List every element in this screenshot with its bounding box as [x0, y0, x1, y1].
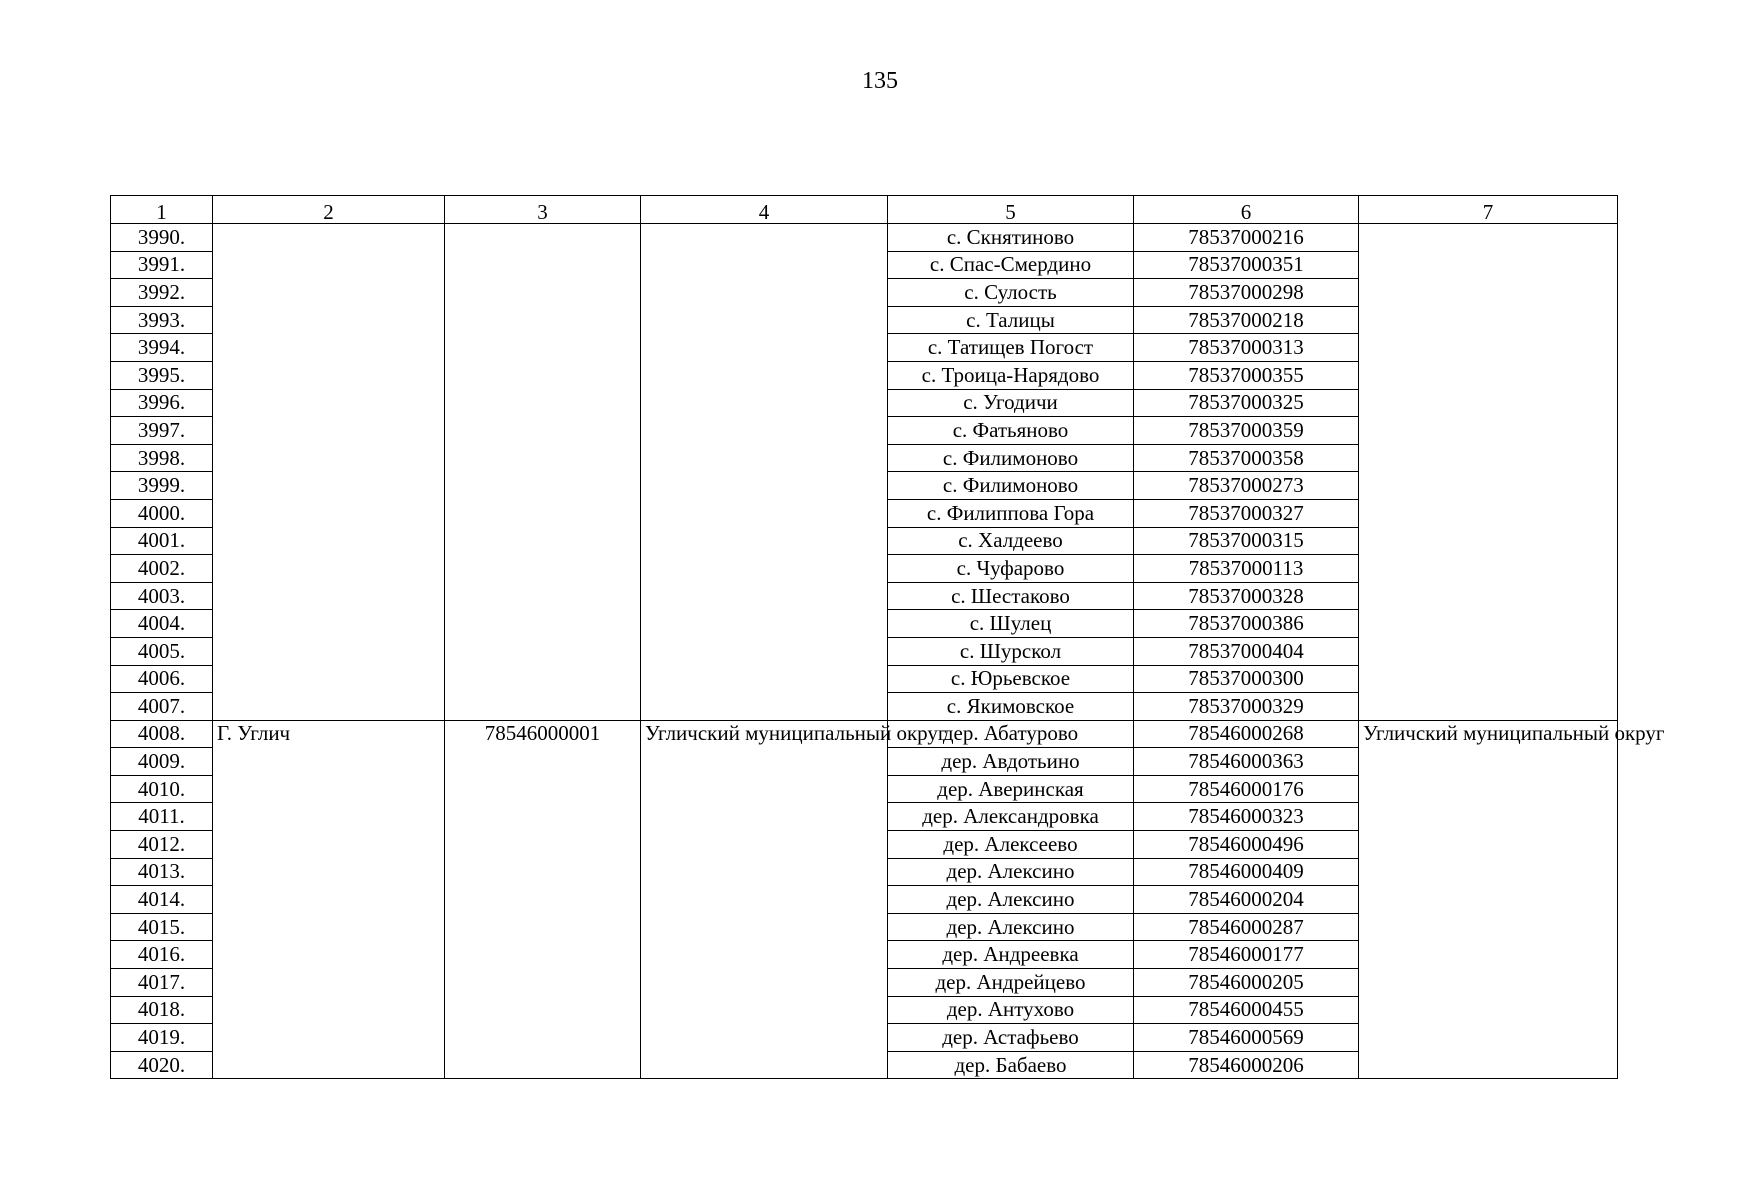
header-col-7: 7 — [1359, 196, 1618, 224]
oktmo-code: 78546000287 — [1134, 913, 1359, 941]
row-number: 3998. — [111, 444, 213, 472]
oktmo-code: 78546000204 — [1134, 886, 1359, 914]
header-col-2: 2 — [213, 196, 445, 224]
settlement-name: с. Фатьяново — [888, 417, 1134, 445]
oktmo-code: 78546000176 — [1134, 775, 1359, 803]
row-number: 4020. — [111, 1051, 213, 1079]
oktmo-code: 78537000300 — [1134, 665, 1359, 693]
page-number: 135 — [862, 68, 898, 94]
header-col-5: 5 — [888, 196, 1134, 224]
oktmo-code: 78546000569 — [1134, 1024, 1359, 1052]
settlement-name: с. Шурскол — [888, 637, 1134, 665]
row-number: 3995. — [111, 361, 213, 389]
settlement-name: с. Спас-Смердино — [888, 251, 1134, 279]
row-number: 4018. — [111, 996, 213, 1024]
settlement-name: дер. Алексино — [888, 858, 1134, 886]
settlement-name: с. Халдеево — [888, 527, 1134, 555]
row-number: 3999. — [111, 472, 213, 500]
settlements-table — [110, 195, 1665, 1079]
settlement-name: дер. Аверинская — [888, 775, 1134, 803]
header-col-3: 3 — [445, 196, 641, 224]
settlement-name: с. Шестаково — [888, 582, 1134, 610]
col-3-cell — [445, 224, 641, 721]
settlement-name: с. Троица-Нарядово — [888, 361, 1134, 389]
row-number: 4012. — [111, 831, 213, 859]
settlement-name: дер. Бабаево — [888, 1051, 1134, 1079]
header-row — [111, 196, 1618, 224]
settlement-name: с. Филимоново — [888, 444, 1134, 472]
header-col-4: 4 — [641, 196, 888, 224]
settlement-name: дер. Авдотьино — [888, 748, 1134, 776]
settlement-name: с. Филиппова Гора — [888, 499, 1134, 527]
oktmo-code: 78546000409 — [1134, 858, 1359, 886]
oktmo-code: 78546000323 — [1134, 803, 1359, 831]
city-name: Г. Углич — [213, 720, 445, 1079]
oktmo-code: 78537000359 — [1134, 417, 1359, 445]
row-number: 3996. — [111, 389, 213, 417]
oktmo-code: 78537000328 — [1134, 582, 1359, 610]
settlement-name: с. Угодичи — [888, 389, 1134, 417]
oktmo-code: 78537000327 — [1134, 499, 1359, 527]
oktmo-code: 78537000315 — [1134, 527, 1359, 555]
settlement-name: с. Чуфарово — [888, 555, 1134, 583]
row-number: 3997. — [111, 417, 213, 445]
oktmo-code: 78537000113 — [1134, 555, 1359, 583]
row-number: 4000. — [111, 499, 213, 527]
oktmo-code: 78537000358 — [1134, 444, 1359, 472]
settlement-name: дер. Андрейцево — [888, 969, 1134, 997]
city-code: 78546000001 — [445, 720, 641, 1079]
oktmo-code: 78537000386 — [1134, 610, 1359, 638]
settlement-name: дер. Алексино — [888, 886, 1134, 914]
col-7-cell — [1359, 224, 1618, 721]
settlement-name: дер. Андреевка — [888, 941, 1134, 969]
settlement-name: с. Скнятиново — [888, 224, 1134, 252]
row-number: 3994. — [111, 334, 213, 362]
oktmo-code: 78537000329 — [1134, 693, 1359, 721]
oktmo-code: 78546000455 — [1134, 996, 1359, 1024]
oktmo-code: 78537000298 — [1134, 279, 1359, 307]
table-row — [111, 224, 1618, 252]
row-number: 4005. — [111, 637, 213, 665]
oktmo-code: 78537000404 — [1134, 637, 1359, 665]
row-number: 4001. — [111, 527, 213, 555]
header-col-1: 1 — [111, 196, 213, 224]
oktmo-code: 78537000313 — [1134, 334, 1359, 362]
settlement-name: с. Сулость — [888, 279, 1134, 307]
row-number: 3990. — [111, 224, 213, 252]
row-number: 4011. — [111, 803, 213, 831]
row-number: 4008. — [111, 720, 213, 748]
row-number: 4006. — [111, 665, 213, 693]
row-number: 4009. — [111, 748, 213, 776]
row-number: 3992. — [111, 279, 213, 307]
header-col-6: 6 — [1134, 196, 1359, 224]
col-2-cell — [213, 224, 445, 721]
oktmo-code: 78546000206 — [1134, 1051, 1359, 1079]
oktmo-code: 78537000325 — [1134, 389, 1359, 417]
settlement-name: дер. Астафьево — [888, 1024, 1134, 1052]
row-number: 3991. — [111, 251, 213, 279]
settlement-name: дер. Александровка — [888, 803, 1134, 831]
oktmo-code: 78546000496 — [1134, 831, 1359, 859]
oktmo-code: 78537000273 — [1134, 472, 1359, 500]
col-4-cell — [641, 224, 888, 721]
settlement-name: с. Якимовское — [888, 693, 1134, 721]
settlement-name: с. Юрьевское — [888, 665, 1134, 693]
oktmo-code: 78537000351 — [1134, 251, 1359, 279]
row-number: 3993. — [111, 306, 213, 334]
settlement-name: с. Филимоново — [888, 472, 1134, 500]
oktmo-code: 78546000363 — [1134, 748, 1359, 776]
row-number: 4013. — [111, 858, 213, 886]
row-number: 4014. — [111, 886, 213, 914]
municipal-district: Угличский муниципальный округ — [641, 720, 888, 1079]
oktmo-code: 78537000355 — [1134, 361, 1359, 389]
municipal-district-col7: Угличский муниципальный округ — [1359, 720, 1618, 1079]
row-number: 4016. — [111, 941, 213, 969]
oktmo-code: 78546000268 — [1134, 720, 1359, 748]
settlement-name: с. Талицы — [888, 306, 1134, 334]
oktmo-code: 78537000218 — [1134, 306, 1359, 334]
settlement-name: с. Шулец — [888, 610, 1134, 638]
settlement-name: дер. Алексино — [888, 913, 1134, 941]
table-row — [111, 720, 1618, 748]
row-number: 4002. — [111, 555, 213, 583]
settlement-name: дер. Абатурово — [888, 720, 1134, 748]
row-number: 4007. — [111, 693, 213, 721]
row-number: 4015. — [111, 913, 213, 941]
oktmo-code: 78546000205 — [1134, 969, 1359, 997]
row-number: 4017. — [111, 969, 213, 997]
row-number: 4003. — [111, 582, 213, 610]
settlement-name: дер. Антухово — [888, 996, 1134, 1024]
row-number: 4010. — [111, 775, 213, 803]
oktmo-code: 78537000216 — [1134, 224, 1359, 252]
settlement-name: дер. Алексеево — [888, 831, 1134, 859]
settlement-name: с. Татищев Погост — [888, 334, 1134, 362]
row-number: 4004. — [111, 610, 213, 638]
row-number: 4019. — [111, 1024, 213, 1052]
oktmo-code: 78546000177 — [1134, 941, 1359, 969]
